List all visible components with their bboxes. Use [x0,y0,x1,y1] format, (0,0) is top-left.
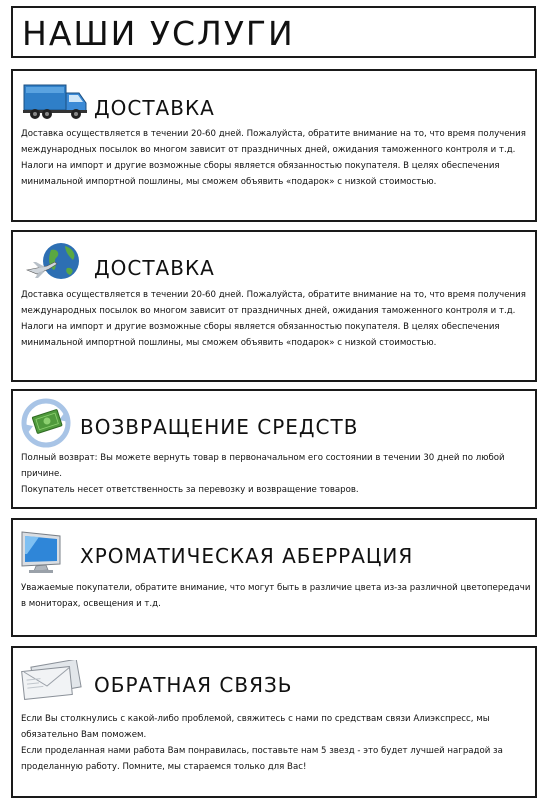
section-heading: ОБРАТНАЯ СВЯЗЬ [94,673,293,697]
section-heading: ВОЗВРАЩЕНИЕ СРЕДСТВ [80,415,359,439]
section-paragraph: Доставка осуществляется в течении 20-60 дней. Пожалуйста, обратите внимание на то, что время получения международных посылок во многом зависит от праздничных дней, ожидания таможенного контроля и т.д. [21,129,526,155]
section-paragraph: Полный возврат: Вы можете вернуть товар в первоначальном его состоянии в течении 30 дней по любой причине. [21,453,505,479]
section-paragraph: Если проделанная нами работа Вам понравилась, поставьте нам 5 звезд - это будет лучшей наградой за проделанную работу. Помните, мы стараемся только для Вас! [21,746,503,772]
section-paragraph: Налоги на импорт и другие возможные сборы является обязанностью покупателя. В целях обеспечения минимальной импортной пошлины, мы сможем объявить «подарок» с низкой стоимостью. [21,161,500,187]
money-refund-icon [21,398,71,452]
section-paragraph: Налоги на импорт и другие возможные сборы является обязанностью покупателя. В целях обеспечения минимальной импортной пошлины, мы сможем объявить «подарок» с низкой стоимостью. [21,322,500,348]
section-paragraph: Покупатель несет ответственность за перевозку и возвращение товаров. [21,485,359,495]
section-paragraph: Доставка осуществляется в течении 20-60 дней. Пожалуйста, обратите внимание на то, что время получения международных посылок во многом зависит от праздничных дней, ожидания таможенного контроля и т.д. [21,290,526,316]
section-paragraph: Уважаемые покупатели, обратите внимание, что могут быть в различие цвета из-за различной цветопередачи в мониторах, освещения и т.д. [21,583,531,609]
truck-icon [23,81,89,125]
section-paragraph: Если Вы столкнулись с какой-либо проблемой, свяжитесь с нами по средствам связи Алиэкспресс, мы обязательно Вам поможем. [21,714,490,740]
globe-plane-icon [25,240,87,288]
section-chromatic-aberration [11,518,537,637]
section-refund [11,389,537,509]
section-heading: ДОСТАВКА [94,96,215,120]
page-title-box [11,6,536,58]
section-body [21,287,533,351]
section-heading: ХРОМАТИЧЕСКАЯ АБЕРРАЦИЯ [80,544,414,568]
section-feedback [11,646,537,798]
page-title: НАШИ УСЛУГИ [22,14,295,53]
envelope-icon [21,660,83,704]
monitor-icon [19,530,65,578]
section-delivery [11,69,537,222]
section-body [21,580,533,612]
section-body [21,450,533,498]
section-body [21,711,533,775]
section-heading: ДОСТАВКА [94,256,215,280]
section-body [21,126,533,190]
section-delivery-international [11,230,537,382]
